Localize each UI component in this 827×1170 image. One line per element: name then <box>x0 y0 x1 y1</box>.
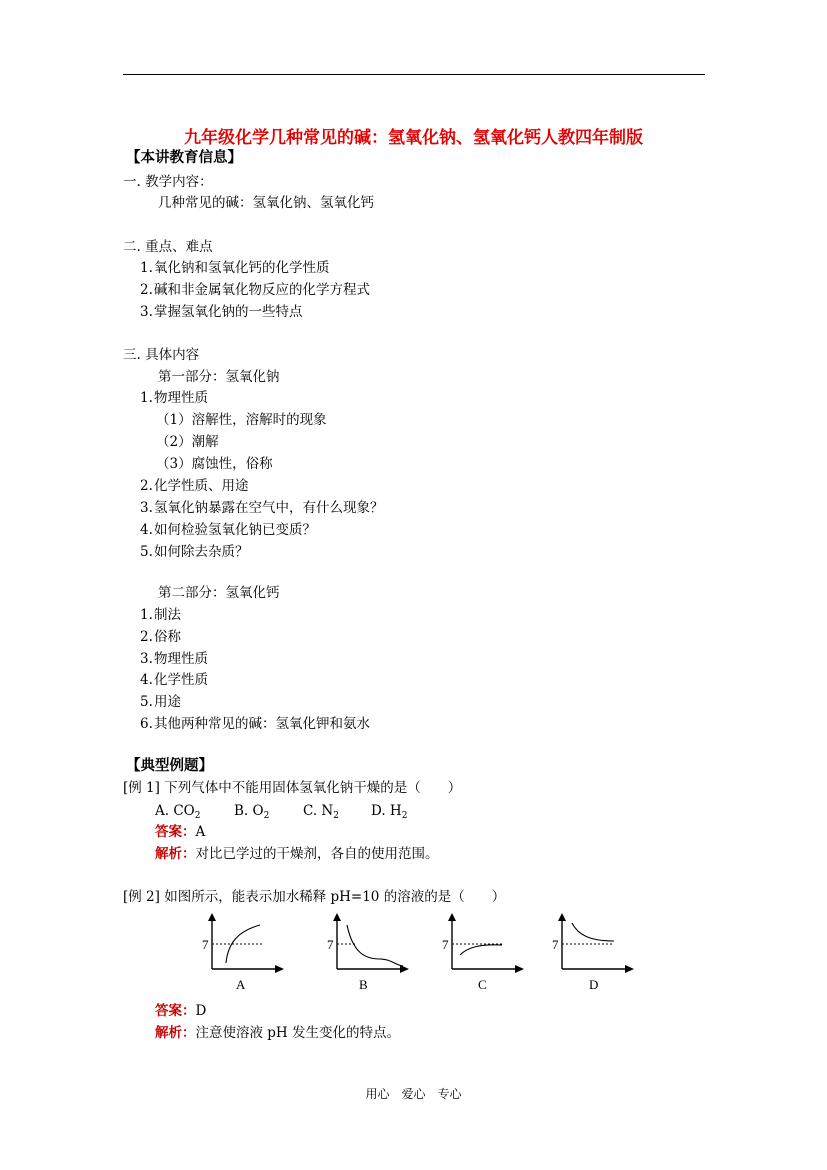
list-item-text: 物理性质 <box>154 650 208 667</box>
option-b: B. $O_2$ <box>234 803 270 821</box>
analysis-label: 解析： <box>155 1025 196 1041</box>
example2-answer <box>155 1002 206 1020</box>
list-item <box>140 650 208 668</box>
part3-label: 三. 具体内容 <box>123 347 200 363</box>
list-item-number: 3. <box>140 500 153 516</box>
list-item-number: 1. <box>140 607 153 623</box>
section-info-heading: 【本讲教育信息】 <box>126 149 242 166</box>
list-item-text: （2）潮解 <box>156 434 219 450</box>
list-item-number: 2. <box>140 628 153 645</box>
page-title: 九年级化学几种常见的碱：氢氧化钠、氢氧化钙人教四年制版 <box>184 128 643 148</box>
graph-b-label: B <box>359 977 368 992</box>
example1-analysis <box>155 845 439 863</box>
graph-c <box>440 911 540 995</box>
list-item-number: 5. <box>140 544 153 560</box>
list-item-number: 6. <box>140 716 153 732</box>
graph-c-label: C <box>478 977 487 992</box>
page-footer: 用心 爱心 专心 <box>365 1087 462 1101</box>
list-item <box>140 259 330 277</box>
list-item <box>140 606 181 624</box>
list-item-text: 化学性质、用途 <box>154 478 249 494</box>
example1-question: [例 1] 下列气体中不能用固体氢氧化钠干燥的是（ ） <box>123 780 462 796</box>
list-item-number: 4. <box>140 522 153 538</box>
graph-d <box>550 911 650 995</box>
list-item <box>140 477 249 495</box>
analysis-label: 解析： <box>155 846 196 862</box>
list-item-text: 俗称 <box>154 628 181 645</box>
list-item <box>140 543 249 561</box>
list-item-text: 掌握氢氧化钠的一些特点 <box>154 304 303 320</box>
list-item-text: 如何除去杂质？ <box>154 544 249 560</box>
option-d: D. $H_2$ <box>371 803 408 821</box>
list-item-text: 氧化钠和氢氧化钙的化学性质 <box>154 260 330 276</box>
part1-text: 几种常见的碱：氢氧化钠、氢氧化钙 <box>158 195 374 211</box>
list-item-number: 4. <box>140 672 153 689</box>
list-item <box>140 628 181 646</box>
list-item <box>156 411 327 429</box>
example1-options <box>155 802 407 820</box>
list-item <box>140 281 370 299</box>
list-item-text: 用途 <box>154 694 181 711</box>
list-item <box>140 389 208 407</box>
graph-a <box>200 911 300 995</box>
list-item-text: 制法 <box>154 607 181 623</box>
list-item <box>140 693 181 711</box>
list-item <box>140 499 384 517</box>
answer-value: A <box>195 824 206 840</box>
header-rule <box>123 74 705 75</box>
answer-label: 答案： <box>155 824 196 840</box>
example2-analysis <box>155 1024 400 1042</box>
part3-sub1-label: 第一部分：氢氧化钠 <box>158 369 280 385</box>
list-item-text: 如何检验氢氧化钠已变质？ <box>154 522 316 538</box>
list-item-text: （3）腐蚀性，俗称 <box>156 456 273 472</box>
graph-a-label: A <box>236 977 246 992</box>
list-item-number: 2. <box>140 282 153 298</box>
list-item-number: 5. <box>140 694 153 711</box>
list-item-text: 氢氧化钠暴露在空气中，有什么现象？ <box>154 500 384 516</box>
answer-value: D <box>195 1003 207 1019</box>
option-a: A. $CO_2$ <box>155 803 201 821</box>
list-item-number: 1. <box>140 260 153 276</box>
graph-d-ref: 7 <box>552 937 559 952</box>
graph-a-ref: 7 <box>202 937 209 952</box>
list-item-text: 碱和非金属氧化物反应的化学方程式 <box>154 282 370 298</box>
graph-b-ref: 7 <box>327 937 334 952</box>
list-item-number: 3. <box>140 650 153 667</box>
analysis-text: 对比已学过的干燥剂，各自的使用范围。 <box>195 846 439 862</box>
option-c: C. $N_2$ <box>303 803 339 821</box>
list-item-text: 其他两种常见的碱：氢氧化钾和氨水 <box>154 716 370 732</box>
graph-c-ref: 7 <box>442 937 449 952</box>
part2-label: 二. 重点、难点 <box>123 239 213 255</box>
graph-b <box>325 911 425 995</box>
list-item-text: 物理性质 <box>154 390 208 406</box>
graph-d-label: D <box>589 977 599 992</box>
list-item <box>140 303 303 321</box>
list-item-text: 化学性质 <box>154 672 208 689</box>
list-item-number: 1. <box>140 390 153 406</box>
list-item <box>156 433 219 451</box>
answer-label: 答案： <box>155 1003 196 1019</box>
analysis-text: 注意使溶液 pH 发生变化的特点。 <box>195 1025 400 1041</box>
example2-question: [例 2] 如图所示，能表示加水稀释 pH=10 的溶液的是（ ） <box>123 889 506 905</box>
part1-label: 一. 教学内容： <box>123 174 213 190</box>
list-item-number: 3. <box>140 304 153 320</box>
list-item-text: （1）溶解性，溶解时的现象 <box>156 412 327 428</box>
example1-answer <box>155 823 205 841</box>
list-item <box>140 715 370 733</box>
list-item <box>140 521 316 539</box>
list-item-number: 2. <box>140 478 153 494</box>
part3-sub2-label: 第二部分：氢氧化钙 <box>158 585 280 601</box>
list-item <box>156 455 273 473</box>
list-item <box>140 671 208 689</box>
section-examples-heading: 【典型例题】 <box>126 757 213 774</box>
